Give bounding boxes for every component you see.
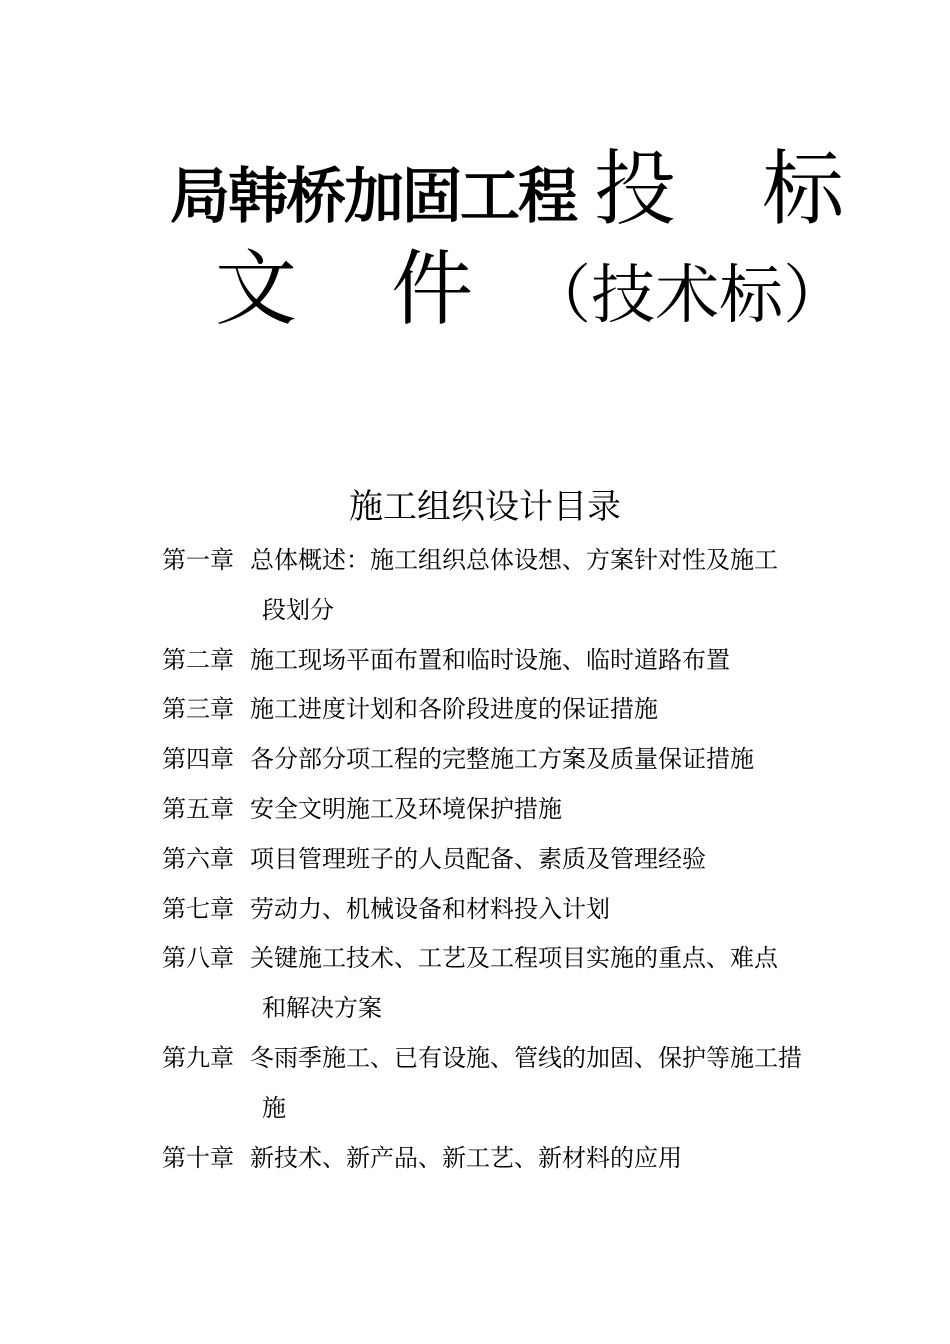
toc-item (162, 785, 842, 835)
toc-chapter-number: 第八章 (162, 944, 234, 973)
toc-chapter-title (250, 1034, 842, 1134)
toc-chapter-title (250, 636, 842, 686)
toc-item (162, 685, 842, 735)
toc-item (162, 835, 842, 885)
toc-chapter-number: 第五章 (162, 794, 234, 823)
toc-chapter-number: 第二章 (162, 645, 234, 674)
toc-heading: 施工组织设计目录 (349, 487, 621, 527)
toc-chapter-title (250, 785, 842, 835)
cover-title-wen-jian: 文 件 (215, 242, 508, 337)
toc-item (162, 1034, 842, 1134)
toc-item (162, 636, 842, 686)
toc-chapter-title (250, 885, 842, 935)
toc-chapter-number: 第六章 (162, 844, 234, 873)
cover-title-project-name: 局韩桥加固工程 (170, 162, 576, 232)
toc-chapter-title-line1: 关键施工技术、工艺及工程项目实施的重点、难点 (250, 944, 778, 973)
toc-chapter-title-line1: 总体概述：施工组织总体设想、方案针对性及施工 (250, 546, 778, 574)
toc-item (162, 885, 842, 935)
toc-chapter-title-line1: 各分部分项工程的完整施工方案及质量保证措施 (250, 745, 754, 774)
toc-item (162, 934, 842, 1034)
toc-chapter-number: 第七章 (162, 894, 234, 923)
cover-title-line-2 (215, 240, 848, 362)
toc-chapter-number: 第四章 (162, 745, 234, 774)
toc-chapter-title (250, 934, 842, 1034)
toc-item (162, 1134, 842, 1184)
toc-chapter-number: 第十章 (162, 1143, 234, 1172)
toc-chapter-title-line2: 和解决方案 (262, 994, 382, 1023)
toc-item (162, 536, 842, 636)
toc-chapter-title-line2: 段划分 (262, 595, 334, 624)
toc-chapter-title-line1: 冬雨季施工、已有设施、管线的加固、保护等施工措 (250, 1043, 802, 1072)
toc-chapter-title-line2: 施 (262, 1093, 286, 1122)
cover-title-tou-biao: 投 标 (594, 142, 875, 237)
toc-chapter-title (250, 1134, 842, 1184)
toc-item (162, 735, 842, 785)
toc-chapter-title (250, 735, 842, 785)
toc-list (162, 536, 842, 1183)
toc-chapter-title-line1: 施工现场平面布置和临时设施、临时道路布置 (250, 645, 730, 674)
toc-chapter-title (250, 835, 842, 885)
toc-chapter-number: 第一章 (162, 546, 234, 574)
toc-chapter-title-line1: 新技术、新产品、新工艺、新材料的应用 (250, 1143, 682, 1172)
toc-chapter-title (250, 685, 842, 735)
toc-chapter-title-line1: 安全文明施工及环境保护措施 (250, 794, 562, 823)
cover-title-technical-bid: （技术标） (527, 259, 848, 333)
toc-chapter-title-line1: 劳动力、机械设备和材料投入计划 (250, 894, 610, 923)
toc-chapter-number: 第九章 (162, 1043, 234, 1072)
toc-chapter-number: 第三章 (162, 695, 234, 724)
toc-chapter-title (250, 536, 842, 636)
toc-chapter-title-line1: 项目管理班子的人员配备、素质及管理经验 (250, 844, 706, 873)
toc-chapter-title-line1: 施工进度计划和各阶段进度的保证措施 (250, 695, 658, 724)
